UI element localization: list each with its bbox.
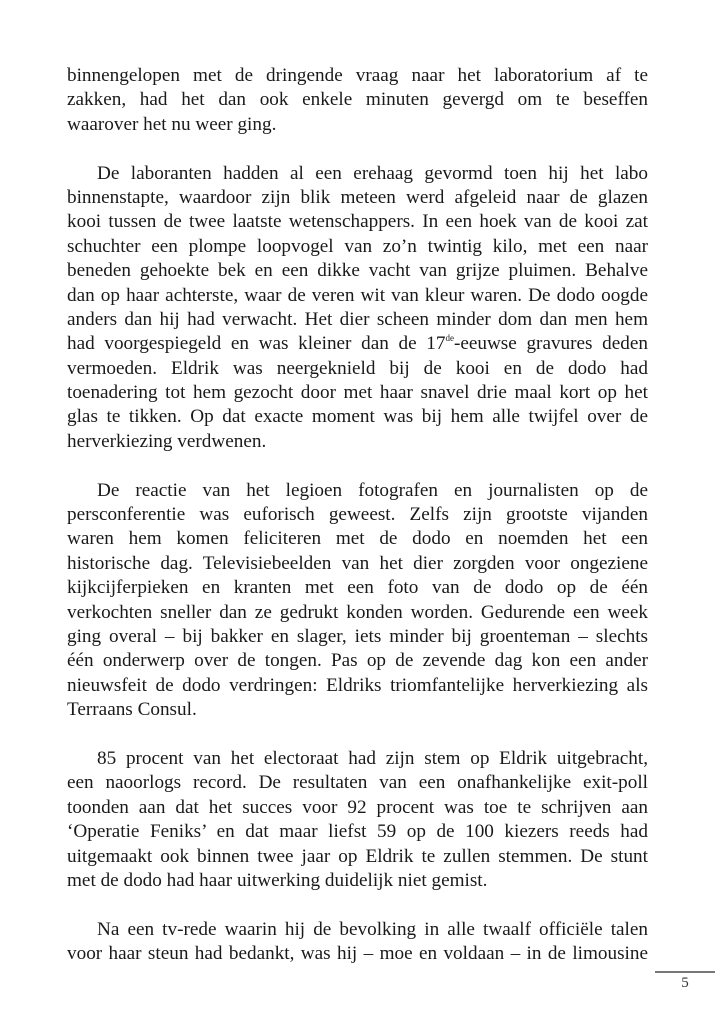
text-line: De laboranten hadden al een erehaag gevormd toen hij het labo	[97, 162, 648, 184]
text-line: voor haar steun had bedankt, was hij – moe en voldaan – in de limousine	[67, 943, 648, 965]
text-line: één onderwerp over de tongen. Pas op de zevende dag kon een ander	[67, 650, 648, 672]
paragraph	[67, 64, 648, 137]
text-line: herverkiezing verdwenen.	[67, 430, 267, 452]
body-text	[67, 64, 648, 991]
text-line: Na een tv-rede waarin hij de bevolking in alle twaalf officiële talen	[97, 918, 648, 940]
text-line: kooi tussen de twee laatste wetenschappers. In een hoek van de kooi zat	[67, 211, 648, 233]
footer-rule	[655, 971, 715, 973]
text-line: ‘Operatie Feniks’ en dat maar liefst 59 op de 100 kiezers reeds had	[67, 821, 648, 843]
text-line: anders dan hij had verwacht. Het dier scheen minder dom dan men hem	[67, 308, 648, 330]
paragraph	[67, 918, 648, 967]
text-line: historische dag. Televisiebeelden van het dier zorgden voor ongeziene	[67, 552, 648, 574]
text-line: had voorgespiegeld en was kleiner dan de 17de-eeuwse gravures deden	[67, 333, 648, 355]
text-line: zakken, had het dan ook enkele minuten gevergd om te beseffen	[67, 89, 648, 111]
text-line: waarover het nu weer ging.	[67, 113, 277, 135]
text-line: binnenstapte, waardoor zijn blik meteen werd afgeleid naar de glazen	[67, 186, 648, 208]
text-line: een naoorlogs record. De resultaten van een onafhankelijke exit-poll	[67, 772, 648, 794]
text-line: De reactie van het legioen fotografen en journalisten op de	[97, 479, 648, 501]
ordinal-superscript: de	[445, 333, 454, 344]
text-line: kijkcijferpieken en kranten met een foto van de dodo op de één	[67, 577, 648, 599]
paragraph	[67, 162, 648, 455]
text-line: toenadering tot hem gezocht door met haar snavel drie maal kort op het	[67, 382, 648, 404]
text-line: beneden gehoekte bek en een dikke vacht van grijze pluimen. Behalve	[67, 260, 648, 282]
text-line: vermoeden. Eldrik was neergeknield bij de kooi en de dodo had	[67, 357, 648, 379]
text-line: Terraans Consul.	[67, 699, 197, 721]
paragraph	[67, 747, 648, 893]
text-line: nieuwsfeit de dodo verdringen: Eldriks triomfantelijke herverkiezing als	[67, 674, 648, 696]
text-line: schuchter een plompe loopvogel van zo’n twintig kilo, met een naar	[67, 235, 648, 257]
text-line: dan op haar achterste, waar de veren wit van kleur waren. De dodo oogde	[67, 284, 648, 306]
text-line: ging overal – bij bakker en slager, iets minder bij groenteman – slechts	[67, 625, 648, 647]
text-line: glas te tikken. Op dat exacte moment was bij hem alle twijfel over de	[67, 406, 648, 428]
paragraph	[67, 479, 648, 723]
text-line: verkochten sneller dan ze gedrukt konden worden. Gedurende een week	[67, 601, 648, 623]
text-line: waren hem komen feliciteren met de dodo en noemden het een	[67, 528, 648, 550]
text-line: binnengelopen met de dringende vraag naar het laboratorium af te	[67, 65, 648, 86]
text-line: uitgemaakt ook binnen twee jaar op Eldrik te zullen stemmen. De stunt	[67, 845, 648, 867]
text-line: toonden aan dat het succes voor 92 procent was toe te schrijven aan	[67, 796, 648, 818]
text-line: met de dodo had haar uitwerking duidelijk niet gemist.	[67, 869, 488, 891]
page-number: 5	[681, 975, 689, 991]
text-line: persconferentie was euforisch geweest. Zelfs zijn grootste vijanden	[67, 504, 648, 526]
text-line: 85 procent van het electoraat had zijn stem op Eldrik uitgebracht,	[97, 747, 648, 769]
